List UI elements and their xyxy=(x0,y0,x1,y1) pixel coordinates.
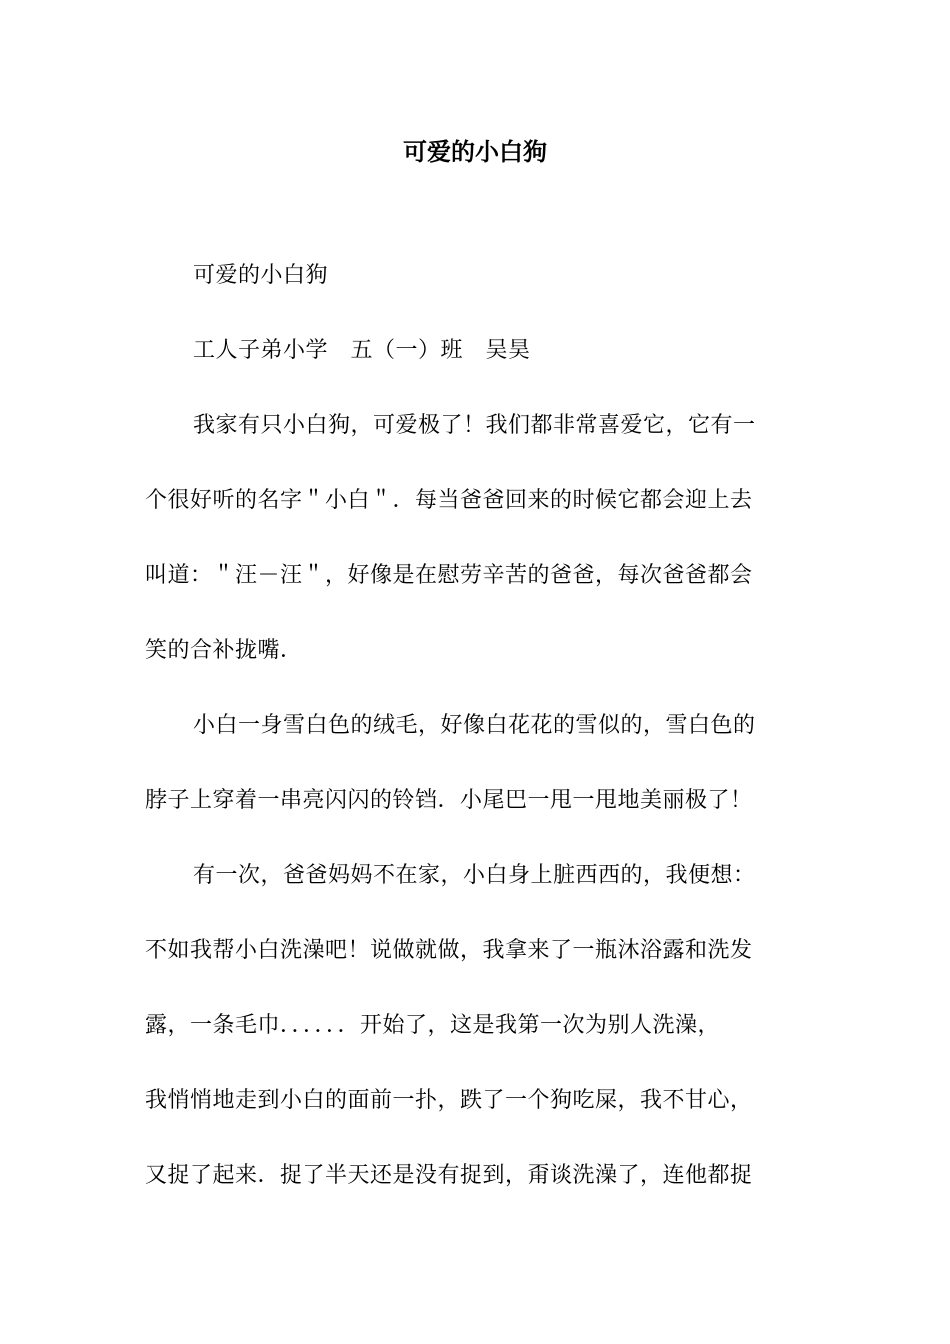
text-line: 个很好听的名字＂小白＂．每当爸爸回来的时候它都会迎上去 xyxy=(145,488,753,513)
text-line: 又捉了起来．捉了半天还是没有捉到，甭谈洗澡了，连他都捉 xyxy=(145,1163,753,1188)
text-line: 有一次，爸爸妈妈不在家，小白身上脏西西的，我便想： xyxy=(193,863,756,888)
text-line: 我悄悄地走到小白的面前一扑，跌了一个狗吃屎，我不甘心， xyxy=(145,1088,753,1113)
text-line: 可爱的小白狗 xyxy=(193,263,329,288)
text-line: 叫道：＂汪－汪＂，好像是在慰劳辛苦的爸爸，每次爸爸都会 xyxy=(145,563,753,588)
text-line: 我家有只小白狗，可爱极了！我们都非常喜爱它，它有一 xyxy=(193,413,756,438)
document-body xyxy=(145,255,825,1230)
text-line: 不如我帮小白洗澡吧！说做就做，我拿来了一瓶沐浴露和洗发 xyxy=(145,938,753,963)
text-line: 小白一身雪白色的绒毛，好像白花花的雪似的，雪白色的 xyxy=(193,713,756,738)
text-line: 露，一条毛巾．．．．．．开始了，这是我第一次为别人洗澡， xyxy=(145,1013,721,1038)
text-line: 脖子上穿着一串亮闪闪的铃铛．小尾巴一甩一甩地美丽极了！ xyxy=(145,788,753,813)
text-line: 笑的合补拢嘴． xyxy=(145,638,303,663)
document-title: 可爱的小白狗 xyxy=(403,138,547,166)
text-line: 工人子弟小学 五（一）班 吴昊 xyxy=(193,338,531,363)
